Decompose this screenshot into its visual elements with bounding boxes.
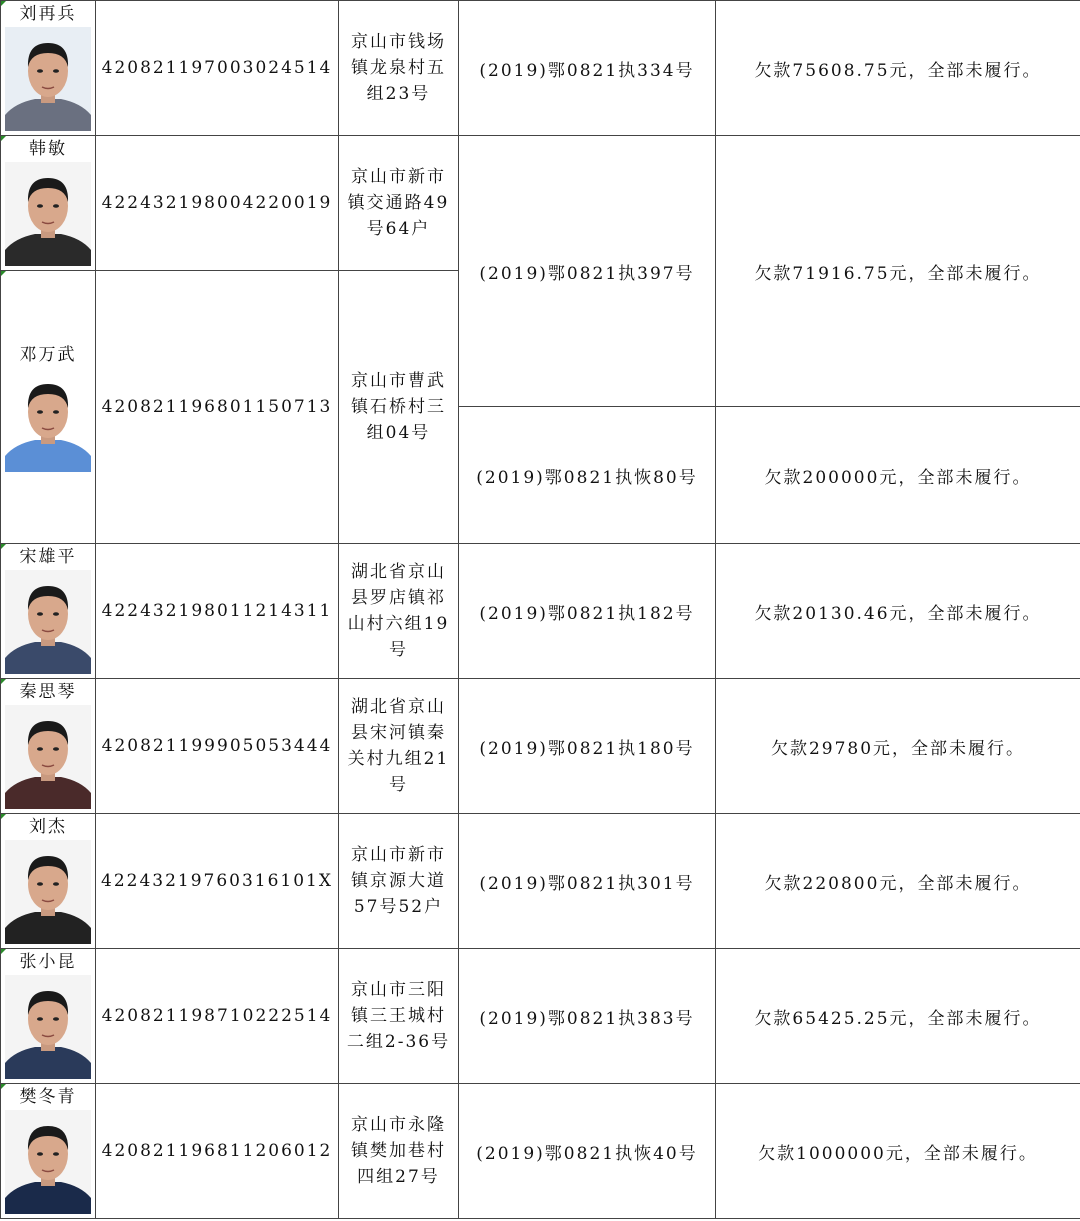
person-photo <box>5 368 91 472</box>
address: 湖北省京山县宋河镇秦关村九组21号 <box>339 679 459 814</box>
person-name: 秦思琴 <box>19 682 77 702</box>
id-number: 420821196801150713 <box>96 271 339 544</box>
cell-marker-icon <box>1 136 6 141</box>
cell-marker-icon <box>1 1084 6 1089</box>
debt-status: 欠款1000000元，全部未履行。 <box>716 1084 1080 1219</box>
debt-status: 欠款71916.75元，全部未履行。 <box>716 136 1080 407</box>
person-cell <box>1 1084 96 1219</box>
id-number: 420821196811206012 <box>96 1084 339 1219</box>
person-name: 邓万武 <box>19 345 77 365</box>
cell-marker-icon <box>1 1 6 6</box>
table-row <box>1 1 1080 136</box>
person-photo <box>5 570 91 674</box>
case-number: (2019)鄂0821执182号 <box>459 544 716 679</box>
person-cell <box>1 136 96 271</box>
person-cell <box>1 679 96 814</box>
debt-status: 欠款200000元，全部未履行。 <box>716 407 1080 544</box>
person-photo <box>5 27 91 131</box>
table-row <box>1 544 1080 679</box>
person-name: 樊冬青 <box>19 1087 77 1107</box>
person-cell <box>1 949 96 1084</box>
cell-marker-icon <box>1 949 6 954</box>
case-number: (2019)鄂0821执301号 <box>459 814 716 949</box>
id-number: 420821197003024514 <box>96 1 339 136</box>
cell-marker-icon <box>1 679 6 684</box>
id-number: 422432198004220019 <box>96 136 339 271</box>
cell-marker-icon <box>1 271 6 276</box>
person-name: 韩敏 <box>29 139 67 159</box>
address: 京山市钱场镇龙泉村五组23号 <box>339 1 459 136</box>
case-number: (2019)鄂0821执397号 <box>459 136 716 407</box>
person-photo <box>5 840 91 944</box>
id-number: 42243219760316101X <box>96 814 339 949</box>
debt-status: 欠款29780元，全部未履行。 <box>716 679 1080 814</box>
debt-status: 欠款220800元，全部未履行。 <box>716 814 1080 949</box>
table-row <box>1 136 1080 271</box>
address: 京山市新市镇京源大道57号52户 <box>339 814 459 949</box>
case-number: (2019)鄂0821执180号 <box>459 679 716 814</box>
id-number: 420821199905053444 <box>96 679 339 814</box>
address: 京山市曹武镇石桥村三组04号 <box>339 271 459 544</box>
person-photo <box>5 975 91 1079</box>
address: 湖北省京山县罗店镇祁山村六组19号 <box>339 544 459 679</box>
id-number: 420821198710222514 <box>96 949 339 1084</box>
person-photo <box>5 162 91 266</box>
case-number: (2019)鄂0821执恢40号 <box>459 1084 716 1219</box>
table-row <box>1 814 1080 949</box>
person-name: 张小昆 <box>19 952 77 972</box>
person-cell <box>1 1 96 136</box>
person-cell <box>1 271 96 544</box>
person-photo <box>5 705 91 809</box>
table-row <box>1 949 1080 1084</box>
debt-status: 欠款65425.25元，全部未履行。 <box>716 949 1080 1084</box>
id-number: 422432198011214311 <box>96 544 339 679</box>
person-photo <box>5 1110 91 1214</box>
cell-marker-icon <box>1 814 6 819</box>
cell-marker-icon <box>1 544 6 549</box>
case-number: (2019)鄂0821执334号 <box>459 1 716 136</box>
debt-status: 欠款75608.75元，全部未履行。 <box>716 1 1080 136</box>
debt-status: 欠款20130.46元，全部未履行。 <box>716 544 1080 679</box>
table-row <box>1 679 1080 814</box>
address: 京山市三阳镇三王城村二组2-36号 <box>339 949 459 1084</box>
person-cell <box>1 814 96 949</box>
case-number: (2019)鄂0821执恢80号 <box>459 407 716 544</box>
person-name: 宋雄平 <box>19 547 77 567</box>
person-name: 刘再兵 <box>19 4 77 24</box>
address: 京山市永隆镇樊加巷村四组27号 <box>339 1084 459 1219</box>
person-name: 刘杰 <box>29 817 67 837</box>
case-number: (2019)鄂0821执383号 <box>459 949 716 1084</box>
address: 京山市新市镇交通路49号64户 <box>339 136 459 271</box>
person-cell <box>1 544 96 679</box>
table-row <box>1 1084 1080 1219</box>
